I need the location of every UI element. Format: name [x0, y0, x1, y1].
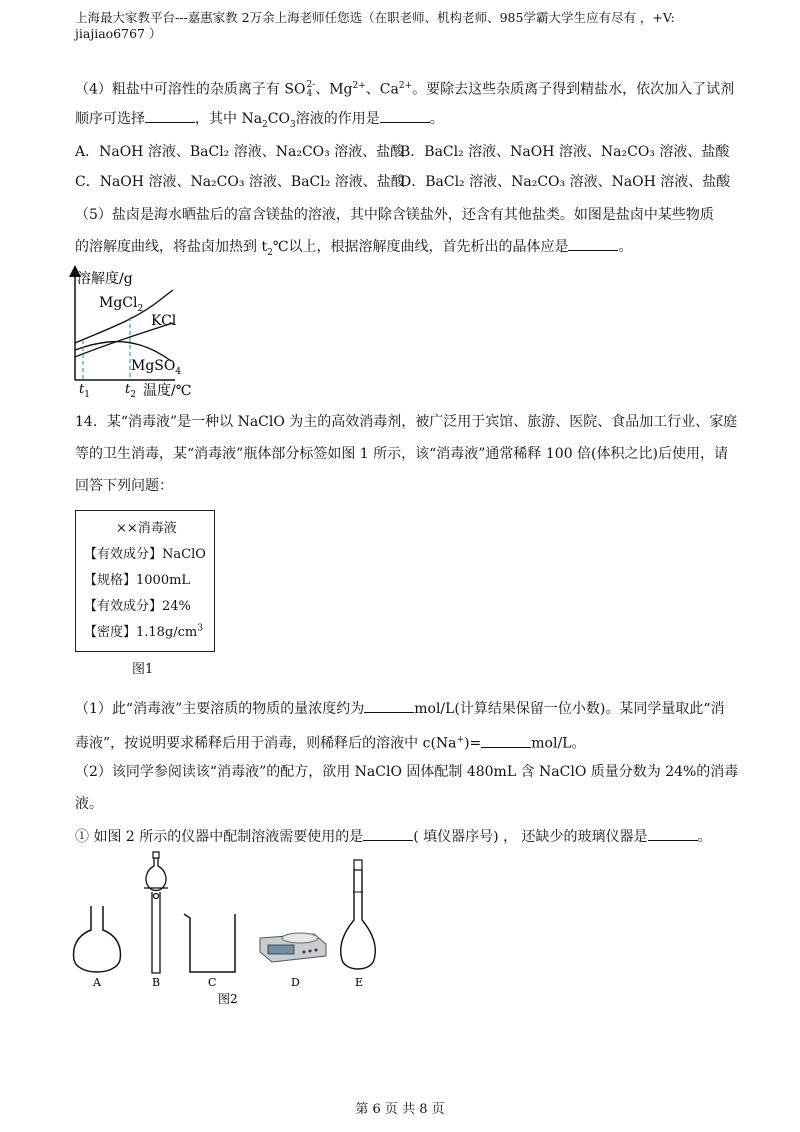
beaker-icon: [184, 914, 235, 972]
solubility-graph: [65, 265, 235, 400]
separatory-funnel-icon: [144, 852, 168, 973]
page-header: 上海最大家教平台---嘉惠家教 2万余上海老师任您选（在职老师、机构老师、985学霸大学生应有尽有 ，+V: jiajiao6767 ）: [75, 10, 675, 41]
answer-blank[interactable]: [481, 733, 531, 748]
q5-line2: 的溶解度曲线，将盐卤加热到 $t_2℃$以上，根据溶解度曲线，首先析出的晶体应是 。: [75, 236, 632, 263]
p2-line2: 液。: [75, 796, 103, 812]
q4-option-a: A．NaOH 溶液、BaCl₂ 溶液、Na₂CO₃ 溶液、盐酸: [75, 144, 405, 160]
q4-option-b: B．BaCl₂ 溶液、NaOH 溶液、Na₂CO₃ 溶液、盐酸: [400, 144, 730, 160]
label-row-percent: 【有效成分】24%: [84, 599, 191, 614]
label-d: D: [291, 976, 300, 989]
graph-ylabel: 溶解度/g: [77, 271, 133, 287]
kcl-label: KCl: [151, 313, 177, 329]
answer-blank[interactable]: [145, 108, 195, 123]
label-row-ingredient: 【有效成分】NaClO: [84, 547, 206, 562]
answer-blank[interactable]: [364, 698, 414, 713]
t2-label: $t_2$: [125, 382, 136, 400]
volumetric-flask-icon: [341, 860, 376, 969]
p2-line1: （2）该同学参阅读该“消毒液”的配方，欲用 NaClO 固体配制 480mL 含 NaClO 质量分数为 24%的消毒: [75, 764, 739, 780]
t1-label: $t_1$: [79, 382, 90, 400]
p3-line: ① 如图 2 所示的仪器中配制溶液需要使用的是 ( 填仪器序号) ， 还缺少的玻璃仪器是 。: [75, 826, 712, 847]
q14-line1: 14．某“消毒液”是一种以 NaClO 为主的高效消毒剂，被广泛用于宾馆、旅游、医院、食品加工行业、家庭: [75, 414, 738, 430]
label-b: B: [152, 976, 161, 989]
q4-option-c: C．NaOH 溶液、Na₂CO₃ 溶液、BaCl₂ 溶液、盐酸: [75, 174, 405, 190]
figure-1-caption: 图1: [132, 662, 154, 677]
q5-line1: （5）盐卤是海水晒盐后的富含镁盐的溶液，其中除含镁盐外，还含有其他盐类。如图是盐卤中某些物质: [75, 207, 714, 223]
figure-2-caption: 图2: [218, 992, 238, 1006]
label-c: C: [208, 976, 217, 989]
apparatus-figure: [60, 848, 400, 1008]
mgcl2-label: MgCl$_2$: [99, 295, 144, 314]
answer-blank[interactable]: [648, 826, 698, 841]
q4-option-d: D．BaCl₂ 溶液、Na₂CO₃ 溶液、NaOH 溶液、盐酸: [400, 174, 731, 190]
label-a: A: [93, 976, 101, 989]
electronic-balance-icon: [260, 933, 326, 962]
label-row-density: 【密度】$1.18g/cm^3$: [84, 623, 203, 640]
round-bottom-flask-icon: [74, 906, 121, 972]
q4-line2: 顺序可选择 ，其中 $Na_2CO_3$溶液的作用是 。: [75, 108, 444, 135]
p1-line1: （1）此“消毒液”主要溶质的物质的量浓度约为 mol/L(计算结果保留一位小数)。某同学量取此“消: [75, 698, 725, 719]
graph-xlabel: 温度/℃: [143, 383, 192, 399]
q14-line3: 回答下列问题：: [75, 478, 173, 494]
mgso4-label: MgSO$_4$: [131, 358, 182, 377]
q4-line1: （4）粗盐中可溶性的杂质离子有 SO 2- 4 、$Mg^{2+}$、$Ca^{2+}$。要除去这些杂质离子得到精盐水，依次加入了试剂: [75, 79, 735, 99]
q14-line2: 等的卫生消毒，某“消毒液”瓶体部分标签如图 1 所示，该“消毒液”通常稀释 100 倍(体积之比)后使用，请: [75, 446, 728, 462]
answer-blank[interactable]: [380, 108, 430, 123]
label-e: E: [355, 976, 364, 989]
label-row-volume: 【规格】1000mL: [84, 573, 191, 588]
answer-blank[interactable]: [568, 236, 618, 251]
p1-line2: 毒液”，按说明要求稀释后用于消毒，则稀释后的溶液中 c(Na+)= mol/L。: [75, 730, 585, 754]
label-title: ××消毒液: [116, 521, 177, 536]
disinfectant-label: [75, 510, 215, 652]
answer-blank[interactable]: [363, 826, 413, 841]
page-footer: 第 6 页 共 8 页: [355, 1102, 445, 1117]
